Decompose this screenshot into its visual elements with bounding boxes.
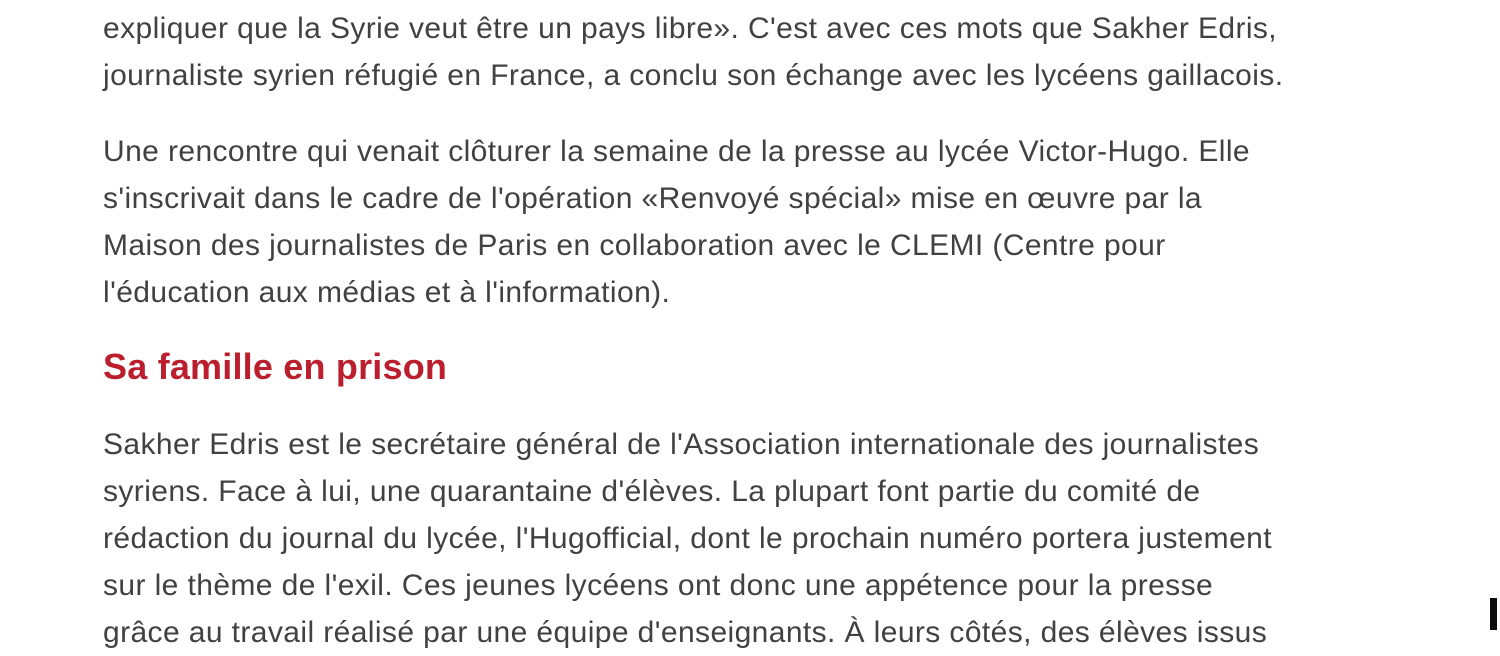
paragraph-line: Maison des journalistes de Paris en collaboration avec le CLEMI (Centre pour	[103, 229, 1166, 262]
paragraph-line: Une rencontre qui venait clôturer la semaine de la presse au lycée Victor-Hugo. Elle	[103, 135, 1250, 168]
article-paragraph-2	[103, 128, 1404, 316]
article-paragraph-1	[103, 5, 1404, 99]
paragraph-line: expliquer que la Syrie veut être un pays libre». C'est avec ces mots que Sakher Edris,	[103, 12, 1278, 45]
paragraph-line: l'éducation aux médias et à l'information).	[103, 276, 671, 309]
paragraph-line: journaliste syrien réfugié en France, a conclu son échange avec les lycéens gaillacois.	[103, 59, 1284, 92]
article-paragraph-3	[103, 421, 1404, 656]
section-heading: Sa famille en prison	[103, 346, 448, 387]
paragraph-line: s'inscrivait dans le cadre de l'opération «Renvoyé spécial» mise en œuvre par la	[103, 182, 1202, 215]
scrollbar-thumb[interactable]	[1490, 598, 1497, 630]
paragraph-line: grâce au travail réalisé par une équipe d'enseignants. À leurs côtés, des élèves issus	[103, 616, 1268, 649]
paragraph-line: Sakher Edris est le secrétaire général de l'Association internationale des journalistes	[103, 428, 1260, 461]
paragraph-line: rédaction du journal du lycée, l'Hugofficial, dont le prochain numéro portera justement	[103, 522, 1272, 555]
paragraph-line: syriens. Face à lui, une quarantaine d'élèves. La plupart font partie du comité de	[103, 475, 1201, 508]
paragraph-line: sur le thème de l'exil. Ces jeunes lycéens ont donc une appétence pour la presse	[103, 569, 1214, 602]
